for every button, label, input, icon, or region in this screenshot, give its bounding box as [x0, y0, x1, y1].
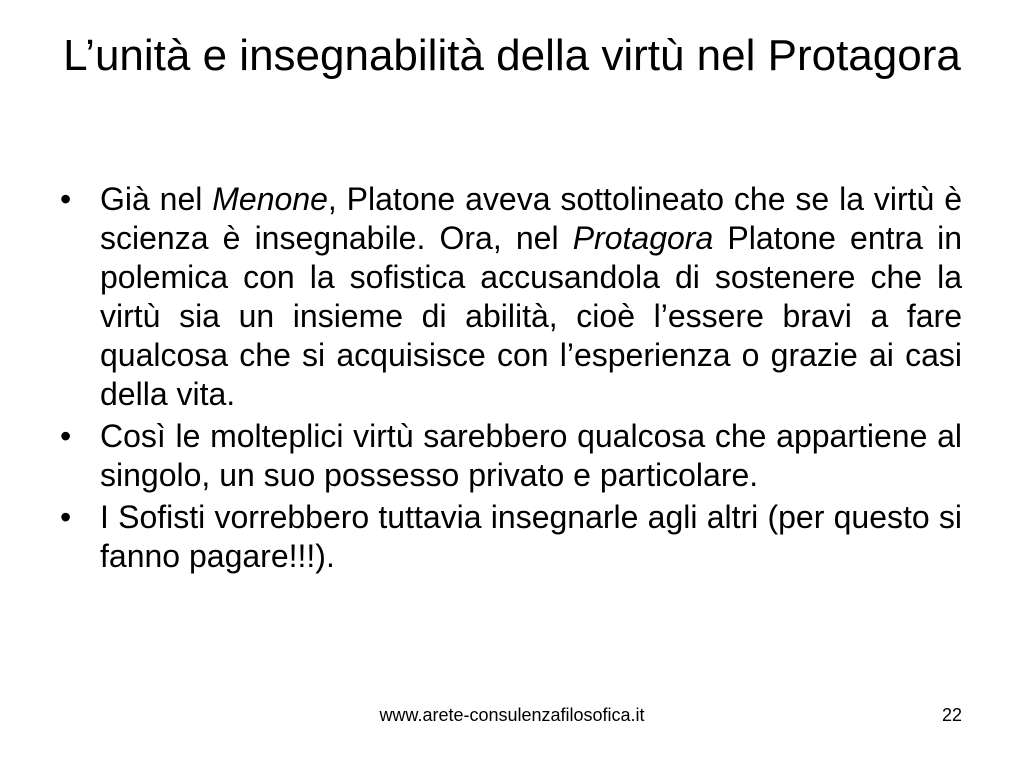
bullet-text-italic: Menone: [212, 181, 328, 217]
bullet-text: Già nel: [100, 181, 213, 217]
bullet-text-italic: Protagora: [572, 220, 714, 256]
page-number: 22: [941, 705, 962, 725]
bullet-marker: •: [60, 499, 72, 535]
bullet-text: Platone entra in polemica con la sofistica accusandola di sostenere che la virtù sia un insieme di abilità, cioè l’essere bravi a fare qualcosa che si acquisisce con l’esperienza o grazie ai casi della vita.: [100, 220, 963, 412]
bullet-text: , Platone aveva sottolineato che se la virtù è scienza è insegnabile. Ora, nel: [100, 181, 962, 256]
bullet-text: I Sofisti vorrebbero tuttavia insegnarle agli altri (per questo si fanno pagare!!!).: [100, 499, 962, 574]
bullet-item: [60, 417, 962, 495]
bullet-marker: •: [60, 181, 72, 217]
bullet-text: Così le molteplici virtù sarebbero qualcosa che appartiene al singolo, un suo possesso privato e particolare.: [100, 418, 962, 493]
footer-url: www.arete-consulenzafilosofica.it: [379, 705, 645, 725]
slide-title: L’unità e insegnabilità della virtù nel Protagora: [63, 31, 961, 80]
bullet-marker: •: [60, 418, 72, 454]
bullet-item: [60, 498, 962, 576]
bullet-list: [60, 180, 962, 579]
bullet-item: [60, 180, 962, 414]
